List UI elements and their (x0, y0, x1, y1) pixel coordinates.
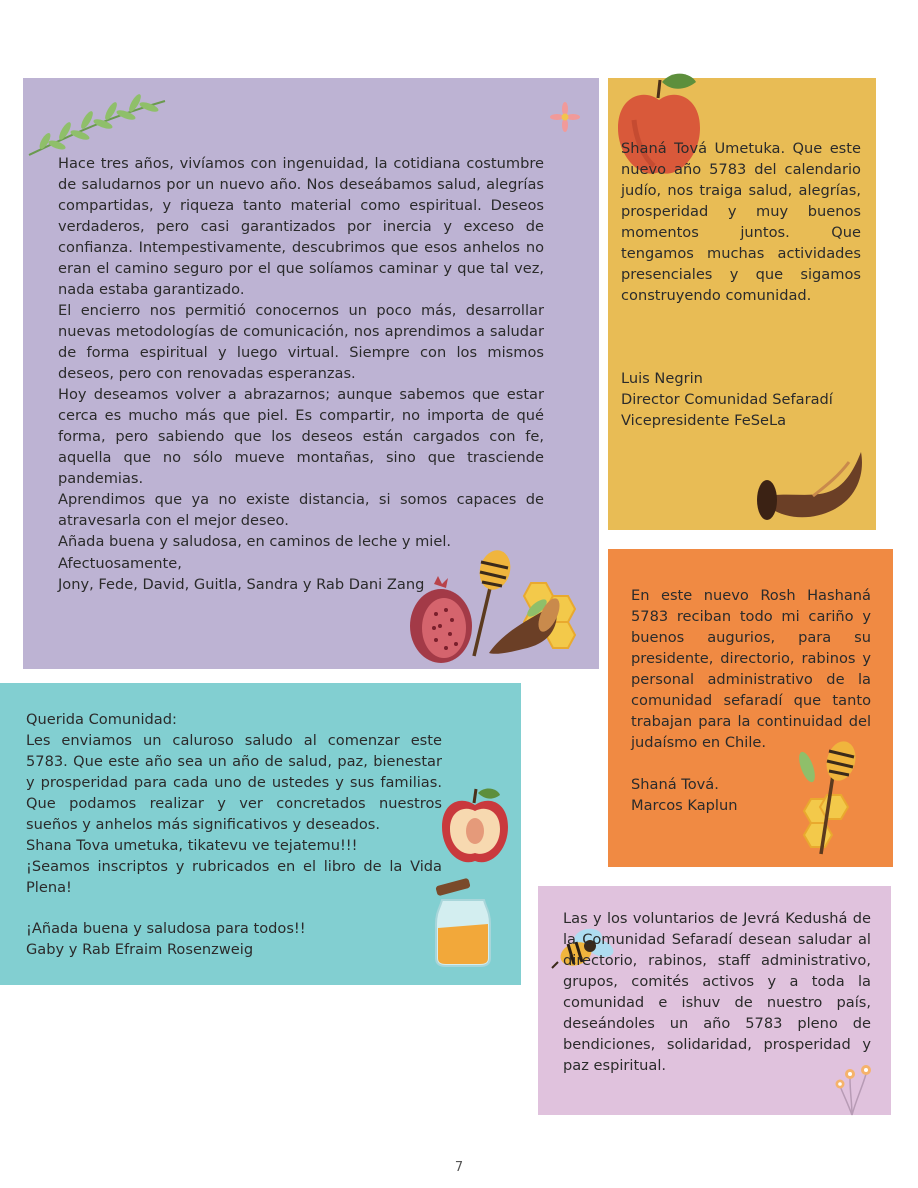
letter-paragraph: Hace tres años, vivíamos con ingenuidad, la cotidiana costumbre de saludarnos por un nuevo año. Nos deseábamos salud, alegrías compartidas, y riqueza tanto material como espiritual. Deseos verdaderos, pero casi garantizados por inercia y exceso de confianza. Intempestivamente, descubrimos que esos anhelos no eran el camino seguro por el que solíamos caminar y que tal vez, nada estaba garantizado. (58, 155, 544, 298)
honey-dipper-icon (793, 739, 883, 859)
page-number: 7 (454, 1160, 464, 1175)
letter-body: Las y los voluntarios de Jevrá Kedushá de la Comunidad Sefaradí desean saludar al directorio, rabinos, staff administrativo, grupos, comités activos y a toda la comunidad e ishuv de nuestro país, deseándoles un año 5783 pleno de bendiciones, solidaridad, prosperidad y paz espiritual. (563, 910, 871, 1074)
letter-signature: Jony, Fede, David, Guitla, Sandra y Rab Dani Zang (58, 576, 425, 593)
pomegranate-icon (406, 576, 476, 666)
shofar-icon (753, 448, 868, 523)
apple-slice-icon (440, 787, 510, 867)
letter-closing: Afectuosamente, (58, 555, 182, 572)
letter-salutation: Querida Comunidad: (26, 711, 177, 728)
letter-paragraph: Añada buena y saludosa, en caminos de leche y miel. (58, 533, 452, 550)
shofar-icon (483, 593, 563, 658)
signature-role: Vicepresidente FeSeLa (621, 412, 787, 429)
flowers-icon (828, 1058, 883, 1115)
letter-paragraph: El encierro nos permitió conocernos un poco más, desarrollar nuevas metodologías de comunicación, nos aprendimos a saludar de forma espiritual y luego virtual. Siempre con los mismos deseos, pero con renovadas esperanzas. (58, 302, 544, 382)
letter-body: Shaná Tová Umetuka. Que este nuevo año 5783 del calendario judío, nos traiga salud, alegrías, prosperidad y muy buenos momentos juntos. Que tengamos muchas actividades presenciales y que sigamos construyendo comunidad. (621, 140, 861, 304)
signature-role: Director Comunidad Sefaradí (621, 391, 833, 408)
letter-body: ¡Seamos inscriptos y rubricados en el libro de la Vida Plena! (26, 858, 442, 896)
letter-closing: ¡Añada buena y saludosa para todos!! (26, 920, 306, 937)
letter-signature: Gaby y Rab Efraim Rosenzweig (26, 941, 254, 958)
letter-closing: Shaná Tová. (631, 776, 719, 793)
letter-signature: Marcos Kaplun (631, 797, 738, 814)
letter-body: Les enviamos un caluroso saludo al comenzar este 5783. Que este año sea un año de salud, paz, bienestar y prosperidad para cada uno de ustedes y sus familias. Que podamos realizar y ver concretados nuestros sueños y anhelos más significativos y deseados. (26, 732, 442, 833)
signature-name: Luis Negrin (621, 370, 703, 387)
letter-body: Shana Tova umetuka, tikatevu ve tejatemu!!! (26, 837, 358, 854)
greeting-box-marcos-kaplun (608, 549, 893, 867)
letter-paragraph: Aprendimos que ya no existe distancia, si somos capaces de atravesarla con el mejor deseo. (58, 491, 544, 529)
letter-body: En este nuevo Rosh Hashaná 5783 reciban todo mi cariño y buenos augurios, para su presidente, directorio, rabinos y personal administrativo de la comunidad sefaradí que tanto trabajan para la continuidad del judaísmo en Chile. (631, 587, 871, 751)
greeting-box-rosenzweig (0, 683, 521, 985)
letter-paragraph: Hoy deseamos volver a abrazarnos; aunque sabemos que estar cerca es mucho más que piel. Es compartir, no importa de qué forma, pero sabiendo que los deseos están cargados con fe, aquella que no sólo mueve montañas, sino que trasciende pandemias. (58, 386, 544, 487)
greeting-box-community (23, 78, 599, 669)
honey-jar-icon (430, 878, 495, 968)
greeting-box-jevra-kedusha (538, 886, 891, 1115)
flower-icon (550, 102, 580, 132)
